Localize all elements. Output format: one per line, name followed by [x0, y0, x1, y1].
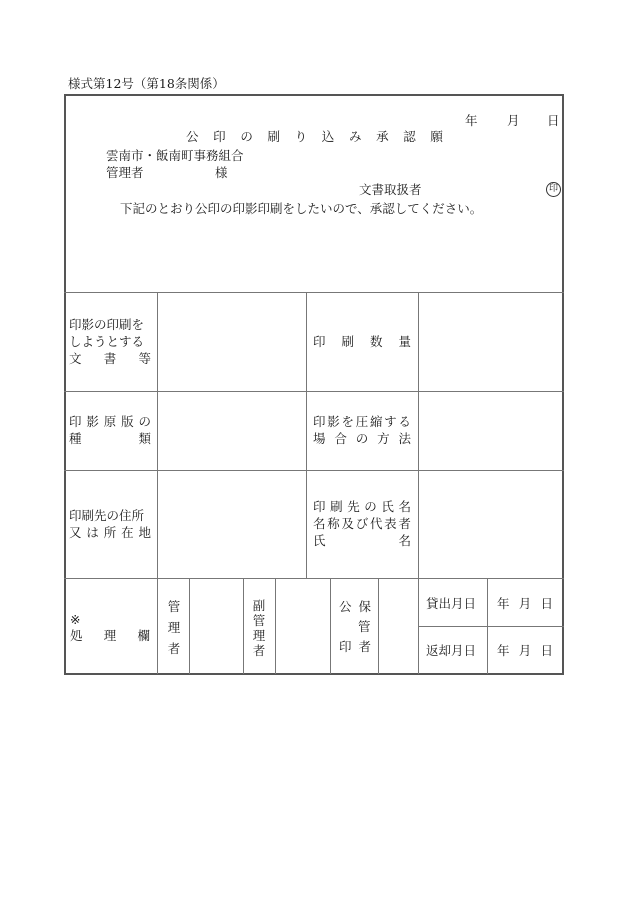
plate-type-label-line1: 印 影 原 版 の	[69, 414, 151, 429]
print-quantity-label: 印 刷 数 量	[313, 334, 411, 349]
proc-divider-dates	[418, 626, 564, 627]
addressee-organization: 雲南市・飯南町事務組合	[106, 148, 244, 163]
applicant-label: 文書取扱者	[359, 182, 422, 197]
proc-divider-5	[378, 578, 379, 674]
seal-keeper-label-line1: 公 保	[339, 599, 371, 614]
col-divider-value	[418, 292, 419, 674]
manager-label: 管 理 者	[167, 599, 181, 656]
printer-address-label-line1: 印刷先の住所	[69, 508, 145, 523]
addressee-role: 管理者	[106, 165, 144, 180]
vice-manager-label: 副 管 理 者	[252, 598, 266, 658]
form-number-label: 様式第12号（第18条関係）	[68, 76, 225, 91]
divider-row2	[64, 470, 564, 471]
document-label-line3: 文 書 等	[69, 351, 151, 366]
proc-divider-4	[330, 578, 331, 674]
return-date-label: 返却月日	[426, 643, 477, 658]
divider-row3	[64, 578, 564, 579]
col-divider-middle	[306, 292, 307, 579]
document-label-line2: しようとする	[69, 334, 145, 349]
seal-keeper-label-line2: 管	[358, 619, 371, 634]
printer-name-label-line3: 氏 名	[313, 533, 411, 548]
document-label-line1: 印影の印刷を	[69, 317, 145, 332]
printer-name-label-line2: 名 称 及 び 代 表 者	[313, 516, 411, 531]
seal-mark: 印	[546, 182, 561, 197]
col-divider-label	[157, 292, 158, 674]
date-month: 月	[507, 113, 520, 128]
processing-mark: ※	[70, 612, 81, 627]
printer-address-label-line2: 又 は 所 在 地	[69, 525, 151, 540]
proc-divider-2	[243, 578, 244, 674]
processing-label: 処 理 欄	[70, 628, 150, 643]
divider-header	[64, 292, 564, 293]
request-text: 下記のとおり公印の印影印刷をしたいので、承認してください。	[120, 201, 483, 216]
printer-name-label-line1: 印 刷 先 の 氏 名	[313, 499, 411, 514]
compression-method-label-line2: 場 合 の 方 法	[313, 431, 411, 446]
addressee-honorific: 様	[215, 165, 228, 180]
date-year: 年	[465, 113, 478, 128]
seal-keeper-label-line3: 印 者	[339, 639, 371, 654]
lend-date-label: 貸出月日	[426, 596, 477, 611]
return-date-value: 年 月 日	[497, 643, 553, 658]
compression-method-label-line1: 印 影 を 圧 縮 す る	[313, 414, 411, 429]
proc-divider-1	[189, 578, 190, 674]
date-day: 日	[547, 113, 560, 128]
plate-type-label-line2: 種 類	[69, 431, 151, 446]
proc-divider-3	[275, 578, 276, 674]
application-form-sheet	[64, 94, 564, 675]
divider-row1	[64, 391, 564, 392]
document-title: 公 印 の 刷 り 込 み 承 認 願	[186, 129, 443, 144]
lend-date-value: 年 月 日	[497, 596, 553, 611]
